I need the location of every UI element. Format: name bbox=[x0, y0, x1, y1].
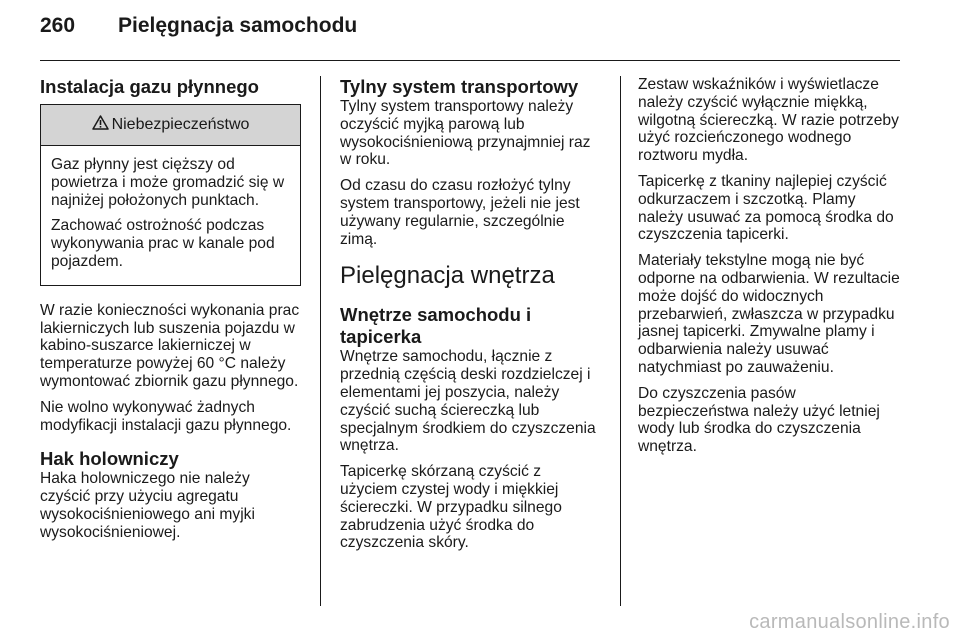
paragraph: Nie wolno wykonywać żadnych modyfikacji instalacji gazu płynnego. bbox=[40, 398, 292, 434]
watermark: carmanualsonline.info bbox=[749, 611, 950, 633]
page-title: Pielęgnacja samochodu bbox=[118, 14, 358, 37]
heading-rear-carrier: Tylny system transportowy bbox=[340, 76, 579, 97]
warning-paragraph: Zachować ostrożność podczas wykonywania prac w kanale pod pojazdem. bbox=[51, 217, 275, 270]
paragraph: Tapicerkę z tkaniny najlepiej czyścić odkurzaczem i szczotką. Plamy należy usuwać za pomocą środka do czyszczenia tapicerki. bbox=[638, 172, 894, 244]
paragraph: Tylny system transportowy należy oczyścić myjką parową lub wysokociśnieniową przynajmniej raz w roku. bbox=[340, 98, 591, 169]
paragraph: Tapicerkę skórzaną czyścić z użyciem czystej wody i miękkiej ściereczki. W przypadku silnego zabrudzenia użyć środka do czyszczenia skóry. bbox=[340, 463, 562, 552]
paragraph: Materiały tekstylne mogą nie być odporne na odbarwienia. W rezultacie może dojść do widocznych przebarwień, zwłaszcza w przypadku jasnej tapicerki. Zmywalne plamy i odbarwienia należy usuwać natychmiast po zauważeniu. bbox=[638, 252, 900, 376]
paragraph: Zestaw wskaźników i wyświetlacze należy czyścić wyłącznie miękką, wilgotną ściereczką. W razie potrzeby użyć rozcieńczonego wodnego roztworu mydła. bbox=[638, 76, 899, 165]
paragraph: Od czasu do czasu rozłożyć tylny system transportowy, jeżeli nie jest używany regularnie, szczególnie zimą. bbox=[340, 177, 580, 248]
heading-lpg-installation: Instalacja gazu płynnego bbox=[40, 76, 259, 97]
warning-paragraph: Gaz płynny jest cięższy od powietrza i może gromadzić się w najniżej położonych punktach. bbox=[51, 156, 285, 209]
page-number: 260 bbox=[40, 14, 76, 37]
heading-tow-hitch: Hak holowniczy bbox=[40, 448, 179, 470]
column-left bbox=[40, 76, 302, 550]
heading-interior-upholstery: Wnętrze samochodu i tapicerka bbox=[340, 304, 532, 348]
warning-triangle-icon bbox=[92, 115, 109, 135]
warning-header bbox=[41, 105, 300, 146]
warning-title: Niebezpieczeństwo bbox=[111, 116, 250, 134]
paragraph: Do czyszczenia pasów bezpieczeństwa należy użyć letniej wody lub środka do czyszczenia wnętrza. bbox=[638, 384, 880, 456]
column-right bbox=[638, 76, 902, 464]
column-divider bbox=[620, 76, 621, 606]
column-middle bbox=[340, 76, 602, 560]
paragraph: Haka holowniczego nie należy czyścić przy użyciu agregatu wysokociśnieniowego ani myjki wysokociśnieniowej. bbox=[40, 470, 255, 541]
danger-warning-box bbox=[40, 104, 301, 286]
column-divider bbox=[320, 76, 321, 606]
paragraph: Wnętrze samochodu, łącznie z przednią częścią deski rozdzielczej i elementami jej poszycia, należy czyścić suchą ściereczką lub specjalnym środkiem do czyszczenia wnętrza. bbox=[340, 348, 596, 455]
paragraph: W razie konieczności wykonania prac lakierniczych lub suszenia pojazdu w kabino-suszarce lakierniczej w temperaturze powyżej 60 °C należy wymontować zbiornik gazu płynnego. bbox=[40, 301, 300, 390]
header-divider bbox=[40, 60, 900, 61]
warning-body bbox=[41, 146, 300, 285]
section-title-interior-care: Pielęgnacja wnętrza bbox=[340, 262, 555, 290]
